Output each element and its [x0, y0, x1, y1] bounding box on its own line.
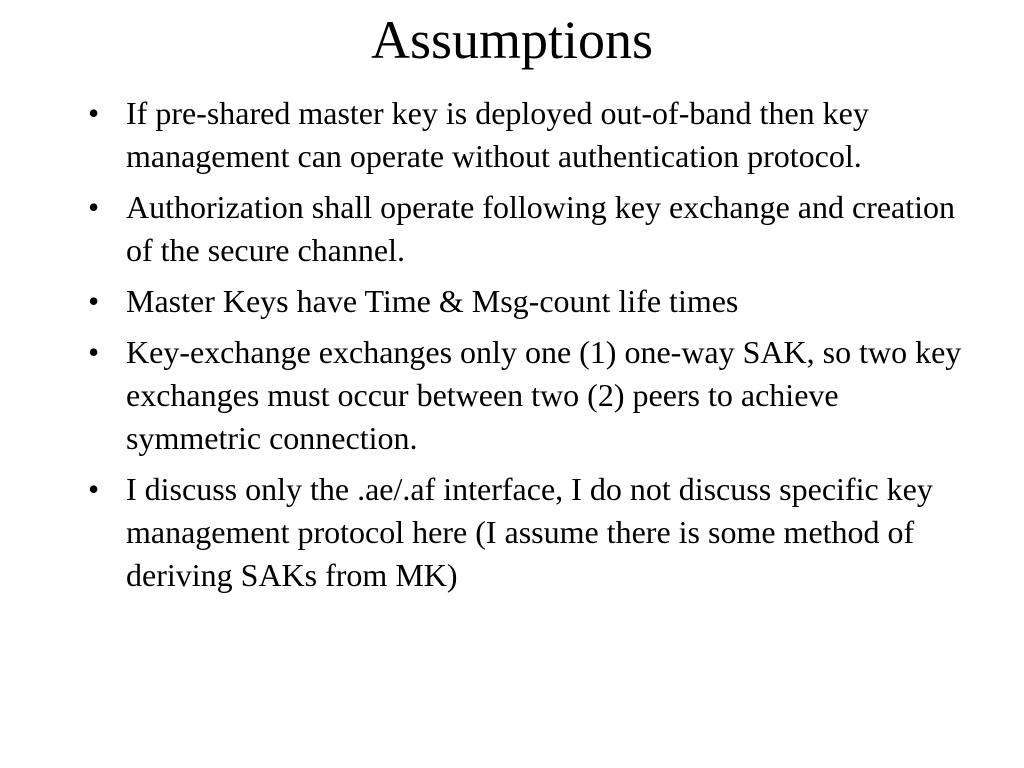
bullet-icon: •: [88, 95, 100, 131]
bullet-text: If pre-shared master key is deployed out-of-band then key management can operate without authentication protocol.: [126, 95, 869, 174]
bullet-item-4: [88, 331, 968, 460]
bullet-item-3: [88, 280, 968, 323]
bullet-icon: •: [88, 471, 100, 507]
bullet-icon: •: [88, 283, 100, 319]
bullet-icon: •: [88, 334, 100, 370]
bullet-text: Authorization shall operate following key exchange and creation of the secure channel.: [126, 189, 956, 268]
bullet-text: Key-exchange exchanges only one (1) one-way SAK, so two key exchanges must occur between two (2) peers to achieve symmetric connection.: [126, 334, 962, 456]
bullet-list: [88, 92, 968, 605]
slide-title: Assumptions: [370, 10, 654, 70]
bullet-icon: •: [88, 189, 100, 225]
bullet-text: Master Keys have Time & Msg-count life times: [126, 283, 739, 319]
bullet-item-2: [88, 186, 968, 272]
bullet-text: I discuss only the .ae/.af interface, I do not discuss specific key management protocol here (I assume there is some method of deriving SAKs from MK): [126, 471, 933, 593]
bullet-item-1: [88, 92, 968, 178]
bullet-item-5: [88, 468, 968, 597]
